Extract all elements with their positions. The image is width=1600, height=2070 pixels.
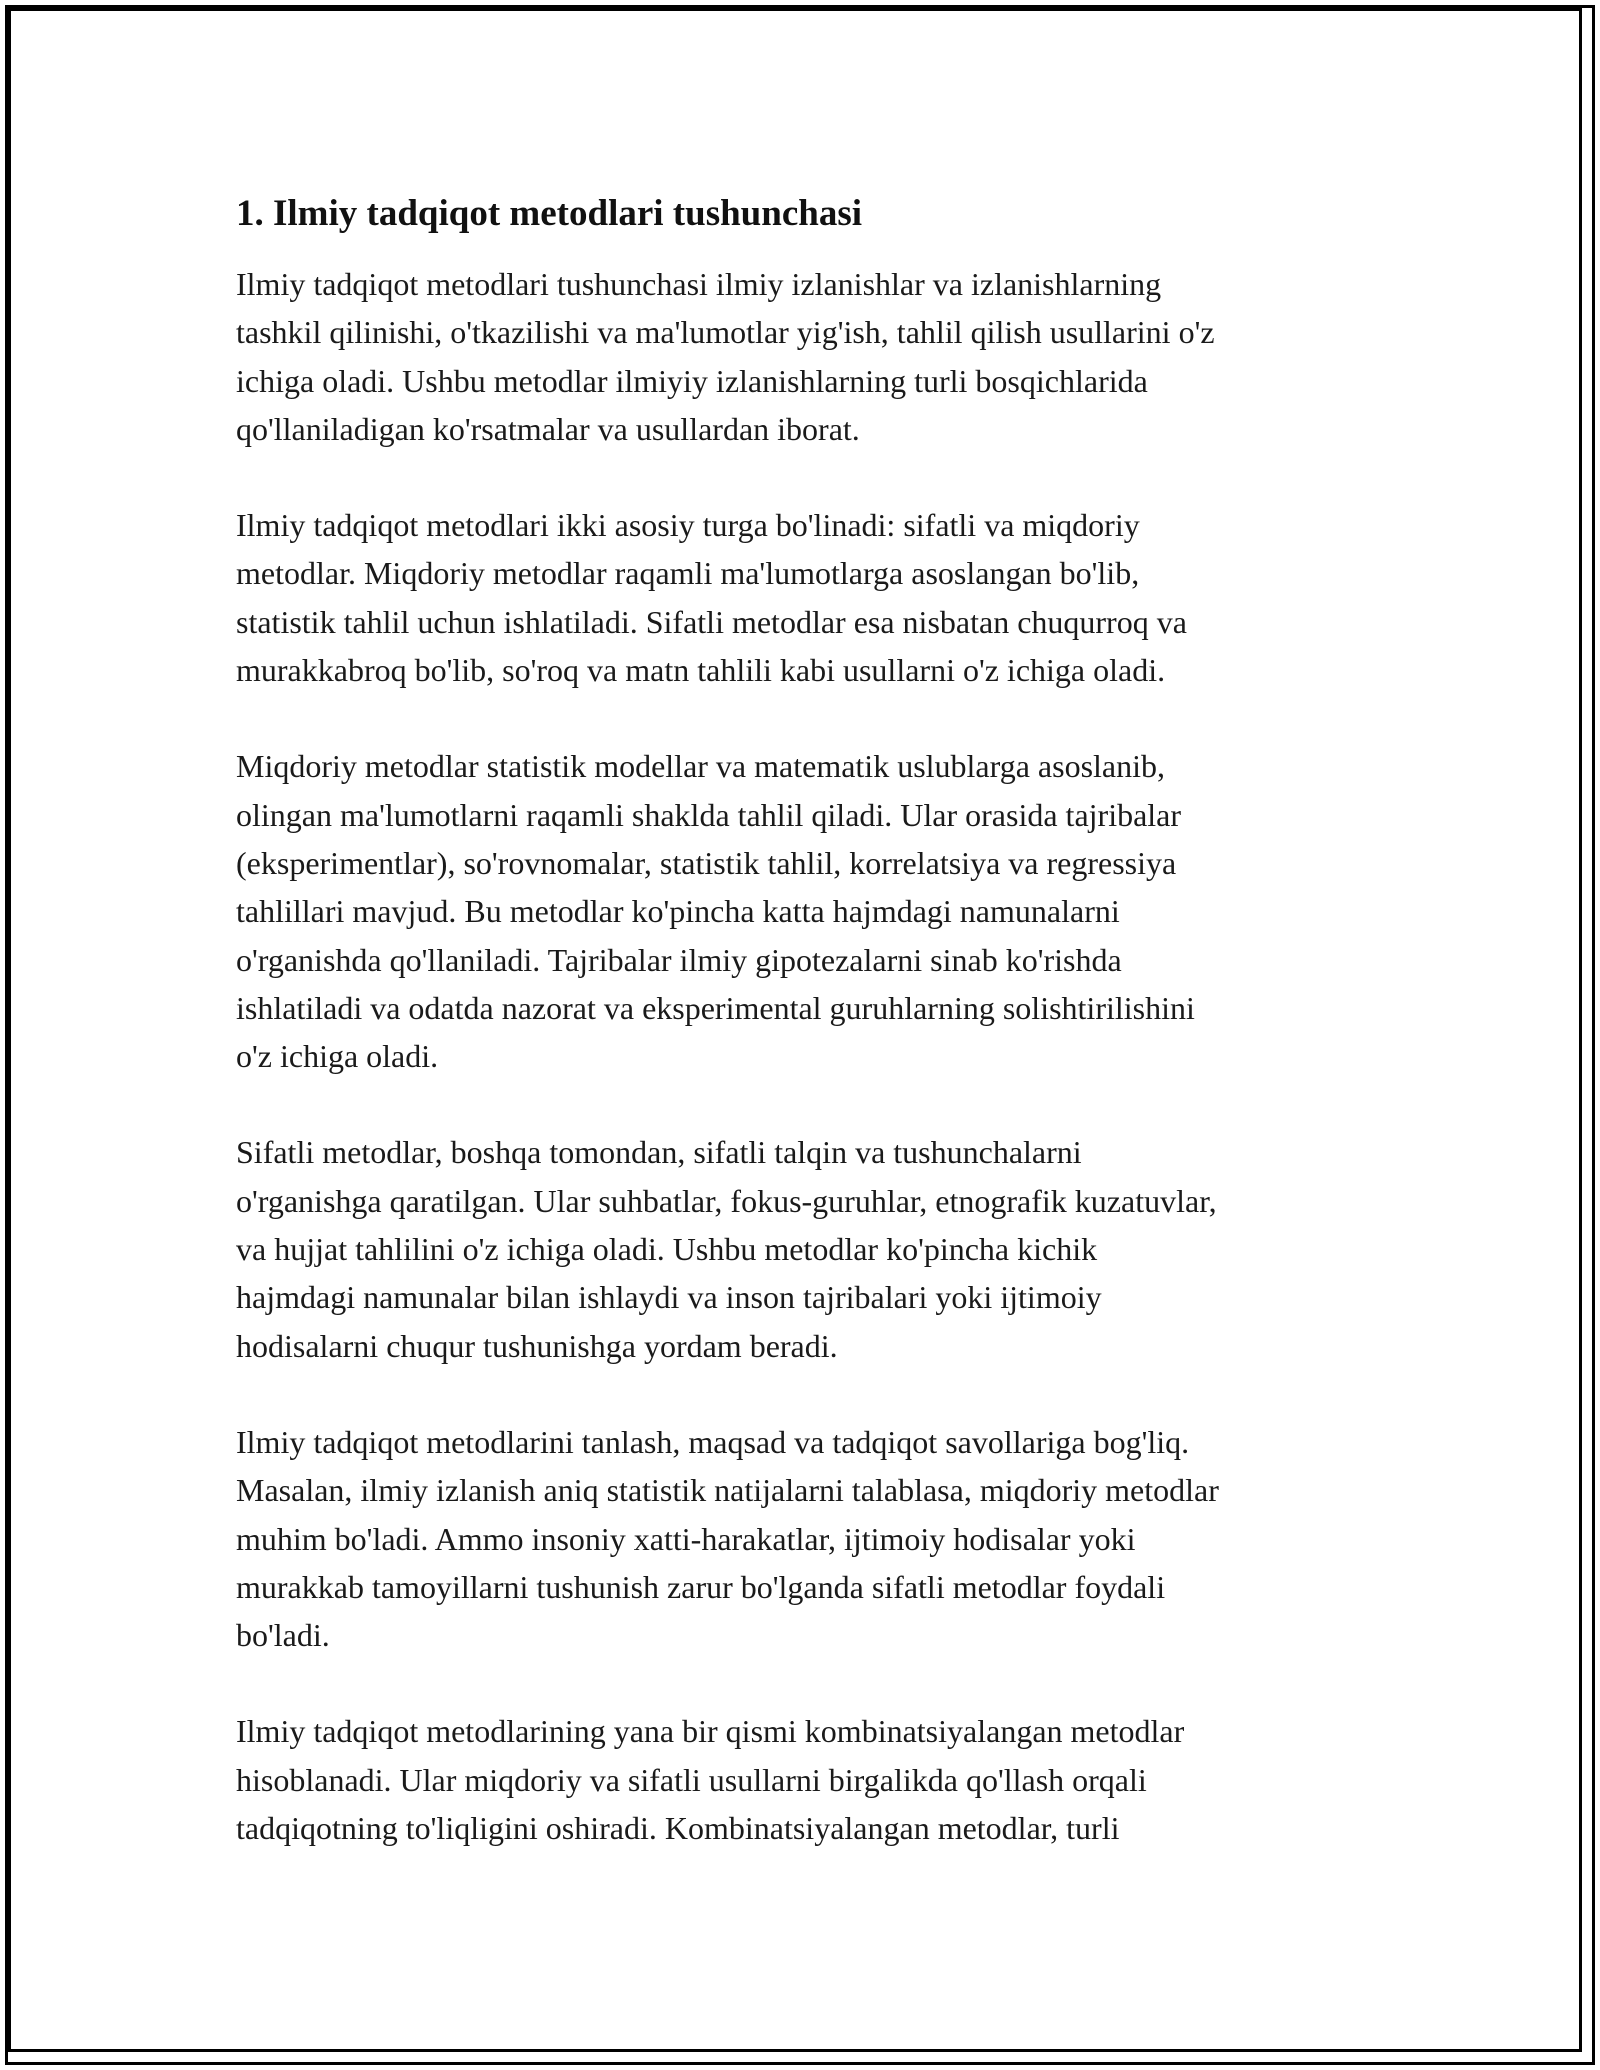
paragraph-5 — [236, 1418, 1376, 1659]
text-line: Ilmiy tadqiqot metodlari tushunchasi ilmiy izlanishlar va izlanishlarning — [236, 266, 1162, 302]
paragraph-6 — [236, 1707, 1376, 1852]
text-line: o'rganishga qaratilgan. Ular suhbatlar, fokus-guruhlar, etnografik kuzatuvlar, — [236, 1182, 1217, 1219]
paragraph-1 — [236, 260, 1376, 453]
text-line: ishlatiladi va odatda nazorat va eksperimental guruhlarning solishtirilishini — [236, 989, 1195, 1026]
text-line: tashkil qilinishi, o'tkazilishi va ma'lumotlar yig'ish, tahlil qilish usullarini o'z — [236, 314, 1215, 351]
text-line: Miqdoriy metodlar statistik modellar va matematik uslublarga asoslanib, — [236, 748, 1165, 785]
text-line: muhim bo'ladi. Ammo insoniy xatti-harakatlar, ijtimoiy hodisalar yoki — [236, 1520, 1136, 1557]
page-title: 1. Ilmiy tadqiqot metodlari tushunchasi — [236, 193, 863, 234]
text-line: va hujjat tahlilini o'z ichiga oladi. Ushbu metodlar ko'pincha kichik — [236, 1231, 1098, 1268]
paragraph-3 — [236, 742, 1376, 1080]
text-line: bo'ladi. — [236, 1617, 330, 1654]
text-line: hisoblanadi. Ular miqdoriy va sifatli usullarni birgalikda qo'llash orqali — [236, 1761, 1147, 1798]
text-line: tahlillari mavjud. Bu metodlar ko'pincha katta hajmdagi namunalarni — [236, 893, 1120, 930]
text-line: Ilmiy tadqiqot metodlari ikki asosiy turga bo'linadi: sifatli va miqdoriy — [236, 507, 1140, 544]
text-line: statistik tahlil uchun ishlatiladi. Sifatli metodlar esa nisbatan chuqurroq va — [236, 603, 1187, 640]
paragraph-4 — [236, 1128, 1376, 1369]
text-line: Masalan, ilmiy izlanish aniq statistik natijalarni talablasa, miqdoriy metodlar — [236, 1472, 1219, 1509]
text-line: ichiga oladi. Ushbu metodlar ilmiyiy izlanishlarning turli bosqichlarida — [236, 362, 1148, 399]
text-line: Sifatli metodlar, boshqa tomondan, sifatli talqin va tushunchalarni — [236, 1134, 1082, 1171]
text-line: Ilmiy tadqiqot metodlarining yana bir qismi kombinatsiyalangan metodlar — [236, 1713, 1185, 1750]
text-line: o'rganishda qo'llaniladi. Tajribalar ilmiy gipotezalarni sinab ko'rishda — [236, 941, 1122, 978]
text-line: (eksperimentlar), so'rovnomalar, statistik tahlil, korrelatsiya va regressiya — [236, 844, 1177, 881]
document-body — [236, 190, 1376, 1900]
text-line: olingan ma'lumotlarni raqamli shaklda tahlil qiladi. Ular orasida tajribalar — [236, 796, 1182, 833]
text-line: hajmdagi namunalar bilan ishlaydi va inson tajribalari yoki ijtimoiy — [236, 1279, 1102, 1316]
text-line: hodisalarni chuqur tushunishga yordam beradi. — [236, 1327, 838, 1364]
paragraph-2 — [236, 501, 1376, 694]
text-line: o'z ichiga oladi. — [236, 1038, 439, 1075]
text-line: metodlar. Miqdoriy metodlar raqamli ma'lumotlarga asoslangan bo'lib, — [236, 555, 1140, 592]
text-line: qo'llaniladigan ko'rsatmalar va usullardan iborat. — [236, 410, 860, 447]
text-line: Ilmiy tadqiqot metodlarini tanlash, maqsad va tadqiqot savollariga bog'liq. — [236, 1423, 1190, 1460]
text-line: murakkab tamoyillarni tushunish zarur bo'lganda sifatli metodlar foydali — [236, 1568, 1166, 1605]
text-line: murakkabroq bo'lib, so'roq va matn tahlili kabi usullarni o'z ichiga oladi. — [236, 652, 1166, 689]
text-line: tadqiqotning to'liqligini oshiradi. Kombinatsiyalangan metodlar, turli — [236, 1810, 1120, 1847]
